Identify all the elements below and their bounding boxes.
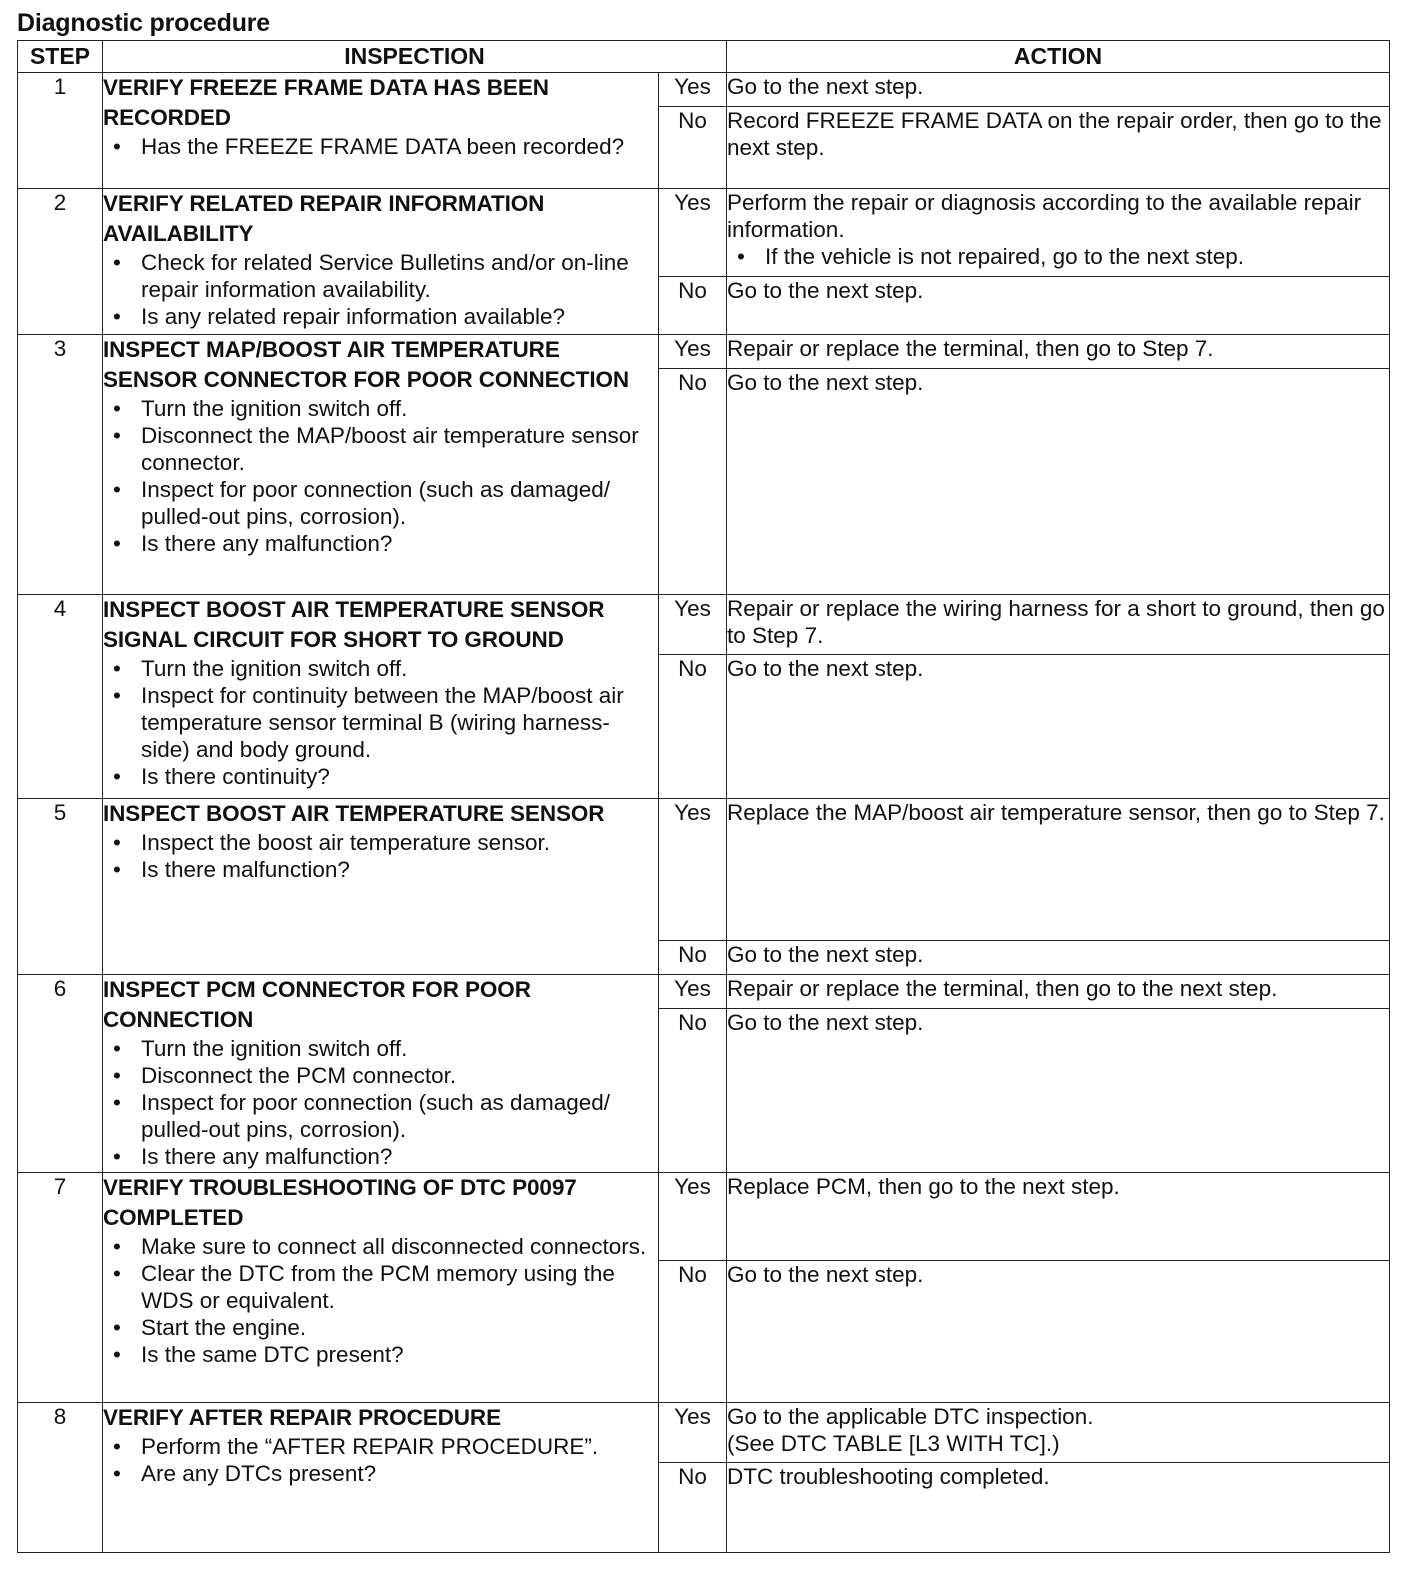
step-number: 3 — [18, 335, 103, 595]
yes-action-cell — [727, 1173, 1390, 1261]
yes-action-cell — [727, 975, 1390, 1009]
step-number: 6 — [18, 975, 103, 1173]
no-action-text: Go to the next step. — [727, 277, 1390, 335]
inspection-cell — [103, 595, 659, 799]
yes-action-cell — [727, 1403, 1390, 1463]
inspection-bullets — [103, 395, 658, 557]
header-action: ACTION — [727, 41, 1390, 73]
yes-action-cell — [727, 73, 1390, 107]
no-label: No — [659, 655, 727, 799]
table-row — [18, 73, 1390, 107]
no-label: No — [659, 1009, 727, 1173]
inspection-bullet: • Check for related Service Bulletins and/or on-line repair information availability. — [141, 249, 658, 303]
no-action-text: Record FREEZE FRAME DATA on the repair order, then go to the next step. — [727, 107, 1390, 189]
inspection-bullet: • Start the engine. — [141, 1314, 658, 1341]
inspection-cell — [103, 335, 659, 595]
table-row — [18, 799, 1390, 941]
yes-action-cell — [727, 189, 1390, 277]
inspection-cell — [103, 189, 659, 335]
inspection-title: INSPECT BOOST AIR TEMPERATURE SENSOR SIGNAL CIRCUIT FOR SHORT TO GROUND — [103, 597, 605, 652]
inspection-bullets — [103, 1035, 658, 1170]
inspection-title: VERIFY AFTER REPAIR PROCEDURE — [103, 1405, 501, 1430]
inspection-title: VERIFY TROUBLESHOOTING OF DTC P0097 COMPLETED — [103, 1175, 577, 1230]
table-body — [18, 73, 1390, 1553]
inspection-bullet: • Has the FREEZE FRAME DATA been recorded? — [141, 133, 658, 160]
no-action-text: Go to the next step. — [727, 1009, 1390, 1173]
table-row — [18, 1173, 1390, 1261]
inspection-bullet: • Inspect for poor connection (such as damaged/ pulled-out pins, corrosion). — [141, 476, 658, 530]
inspection-bullet: • Is there continuity? — [141, 763, 658, 790]
inspection-bullet: • Disconnect the MAP/boost air temperature sensor connector. — [141, 422, 658, 476]
yes-action-text: Perform the repair or diagnosis according to the available repair information. — [727, 190, 1362, 242]
table-row — [18, 189, 1390, 277]
step-number: 5 — [18, 799, 103, 975]
inspection-bullet: • Is any related repair information available? — [141, 303, 658, 330]
yes-action-text: Repair or replace the terminal, then go to Step 7. — [727, 336, 1214, 361]
inspection-bullet: • Turn the ignition switch off. — [141, 395, 658, 422]
inspection-title: INSPECT MAP/BOOST AIR TEMPERATURE SENSOR CONNECTOR FOR POOR CONNECTION — [103, 337, 630, 392]
inspection-cell — [103, 73, 659, 189]
step-number: 4 — [18, 595, 103, 799]
yes-label: Yes — [659, 335, 727, 369]
inspection-bullets — [103, 1433, 658, 1487]
yes-action-text: Replace PCM, then go to the next step. — [727, 1174, 1120, 1199]
inspection-title: VERIFY RELATED REPAIR INFORMATION AVAILABILITY — [103, 191, 545, 246]
yes-action-text: Go to the applicable DTC inspection. (See DTC TABLE [L3 WITH TC].) — [727, 1404, 1094, 1456]
yes-action-cell — [727, 335, 1390, 369]
no-label: No — [659, 369, 727, 595]
no-label: No — [659, 1261, 727, 1403]
step-number: 2 — [18, 189, 103, 335]
document-title: Diagnostic procedure — [17, 9, 270, 37]
yes-action-text: Go to the next step. — [727, 74, 924, 99]
header-step: STEP — [18, 41, 103, 73]
yes-action-cell — [727, 799, 1390, 941]
inspection-bullets — [103, 829, 658, 883]
yes-action-bullet: • If the vehicle is not repaired, go to the next step. — [765, 243, 1389, 270]
yes-label: Yes — [659, 1403, 727, 1463]
inspection-cell — [103, 975, 659, 1173]
yes-label: Yes — [659, 1173, 727, 1261]
yes-label: Yes — [659, 799, 727, 941]
inspection-title: INSPECT BOOST AIR TEMPERATURE SENSOR — [103, 801, 605, 826]
no-action-text: Go to the next step. — [727, 941, 1390, 975]
inspection-bullets — [103, 133, 658, 160]
yes-action-cell — [727, 595, 1390, 655]
step-number: 7 — [18, 1173, 103, 1403]
inspection-bullets — [103, 249, 658, 330]
inspection-title: INSPECT PCM CONNECTOR FOR POOR CONNECTION — [103, 977, 531, 1032]
yes-action-text: Replace the MAP/boost air temperature sensor, then go to Step 7. — [727, 800, 1385, 825]
no-action-text: Go to the next step. — [727, 1261, 1390, 1403]
inspection-bullets — [103, 655, 658, 790]
table-header-row — [18, 41, 1390, 73]
yes-action-bullets — [727, 243, 1389, 270]
no-action-text: DTC troubleshooting completed. — [727, 1463, 1390, 1553]
inspection-cell — [103, 1403, 659, 1553]
step-number: 8 — [18, 1403, 103, 1553]
no-label: No — [659, 277, 727, 335]
inspection-title: VERIFY FREEZE FRAME DATA HAS BEEN RECORDED — [103, 75, 549, 130]
table-row — [18, 975, 1390, 1009]
inspection-bullet: • Inspect the boost air temperature sensor. — [141, 829, 658, 856]
inspection-bullet: • Clear the DTC from the PCM memory using the WDS or equivalent. — [141, 1260, 658, 1314]
no-label: No — [659, 1463, 727, 1553]
inspection-cell — [103, 799, 659, 975]
table-row — [18, 595, 1390, 655]
table-row — [18, 335, 1390, 369]
inspection-bullet: • Perform the “AFTER REPAIR PROCEDURE”. — [141, 1433, 658, 1460]
diagnostic-table — [17, 40, 1390, 1553]
yes-label: Yes — [659, 73, 727, 107]
inspection-bullet: • Are any DTCs present? — [141, 1460, 658, 1487]
inspection-bullet: • Make sure to connect all disconnected connectors. — [141, 1233, 658, 1260]
inspection-bullet: • Turn the ignition switch off. — [141, 1035, 658, 1062]
yes-action-text: Repair or replace the wiring harness for a short to ground, then go to Step 7. — [727, 596, 1385, 648]
no-action-text: Go to the next step. — [727, 369, 1390, 595]
inspection-bullet: • Is there malfunction? — [141, 856, 658, 883]
yes-label: Yes — [659, 975, 727, 1009]
inspection-bullet: • Turn the ignition switch off. — [141, 655, 658, 682]
inspection-cell — [103, 1173, 659, 1403]
table-row — [18, 1403, 1390, 1463]
inspection-bullet: • Inspect for continuity between the MAP/boost air temperature sensor terminal B (wiring harness-side) and body ground. — [141, 682, 658, 763]
yes-label: Yes — [659, 595, 727, 655]
yes-action-text: Repair or replace the terminal, then go to the next step. — [727, 976, 1278, 1001]
yes-label: Yes — [659, 189, 727, 277]
no-label: No — [659, 107, 727, 189]
inspection-bullet: • Inspect for poor connection (such as damaged/ pulled-out pins, corrosion). — [141, 1089, 658, 1143]
inspection-bullets — [103, 1233, 658, 1368]
inspection-bullet: • Is the same DTC present? — [141, 1341, 658, 1368]
inspection-bullet: • Is there any malfunction? — [141, 530, 658, 557]
no-label: No — [659, 941, 727, 975]
header-inspection: INSPECTION — [103, 41, 727, 73]
step-number: 1 — [18, 73, 103, 189]
inspection-bullet: • Is there any malfunction? — [141, 1143, 658, 1170]
no-action-text: Go to the next step. — [727, 655, 1390, 799]
inspection-bullet: • Disconnect the PCM connector. — [141, 1062, 658, 1089]
